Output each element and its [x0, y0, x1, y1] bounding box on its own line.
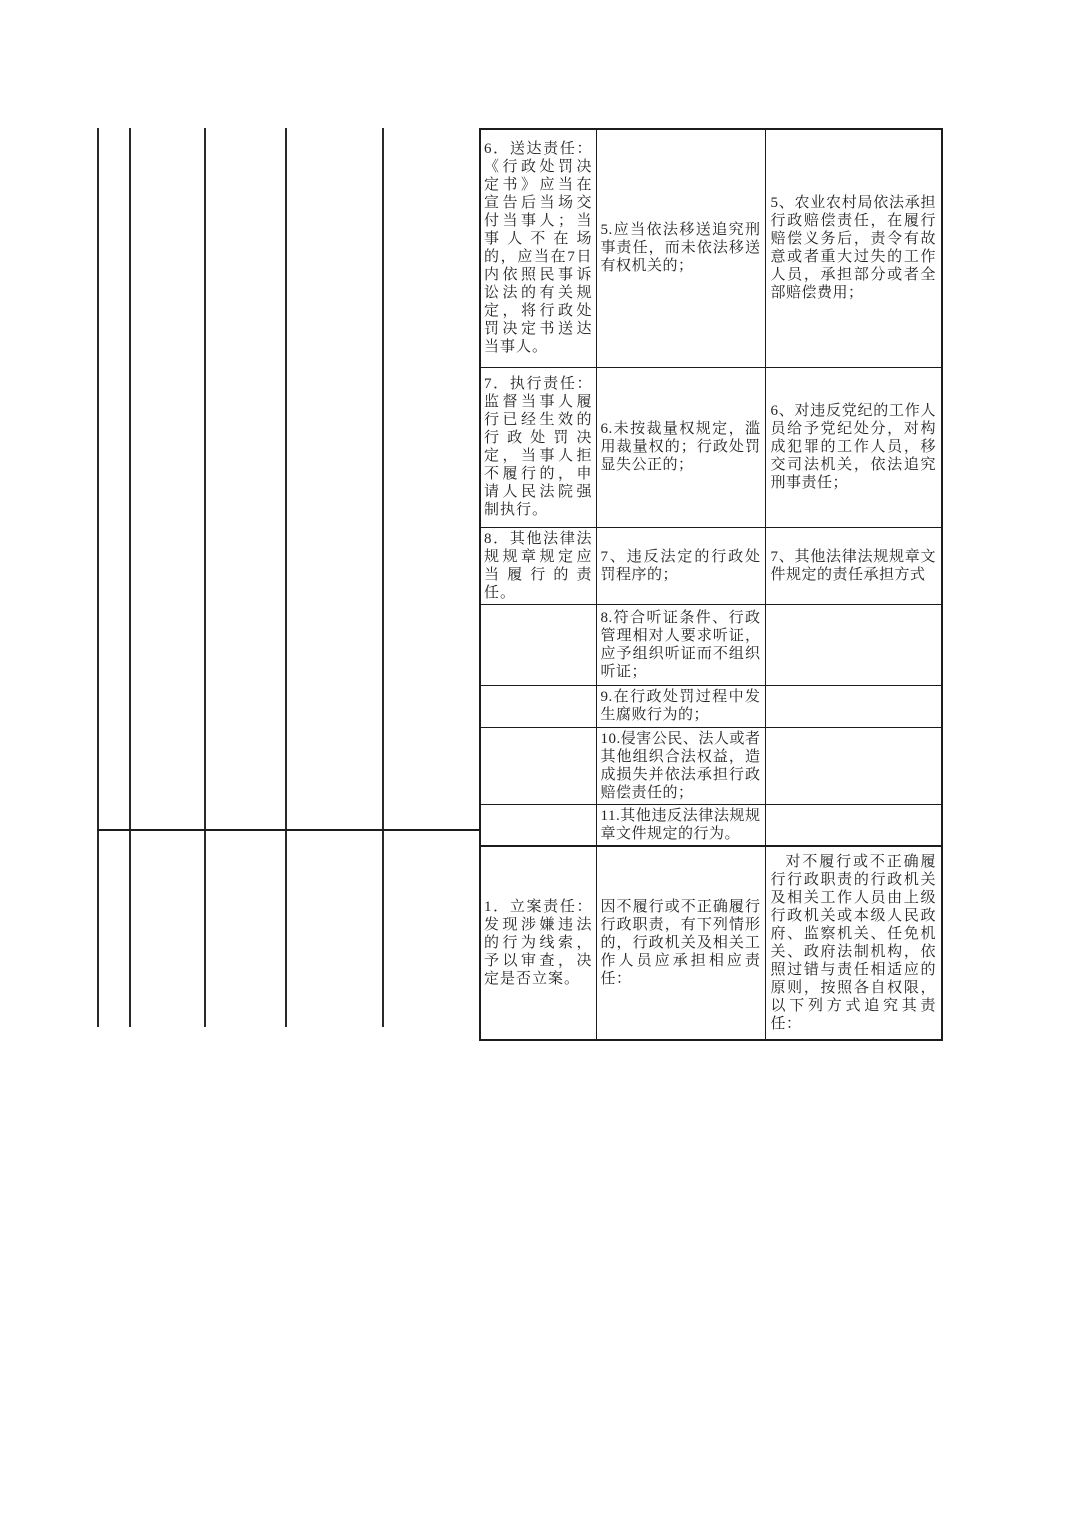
cell-situation — [596, 367, 765, 527]
cell-situation — [596, 846, 765, 1040]
duty-text: 7．执行责任：监督当事人履行已经生效的行政处罚决定，当事人拒不履行的，申请人民法院强制执行。 — [484, 376, 593, 518]
cell-duty — [480, 367, 596, 527]
cell-situation — [596, 604, 765, 685]
table-column-border — [97, 128, 99, 1027]
cell-method — [765, 685, 942, 727]
cell-method — [765, 846, 942, 1040]
method-text — [766, 643, 942, 647]
duty-text — [481, 704, 596, 708]
situation-text: 7、违反法定的行政处罚程序的； — [600, 548, 761, 583]
cell-situation — [596, 527, 765, 604]
cell-situation — [596, 804, 765, 846]
table-row — [480, 846, 942, 1040]
method-text — [766, 764, 942, 768]
cell-method — [765, 129, 942, 367]
cell-method — [765, 367, 942, 527]
cell-situation — [596, 685, 765, 727]
table-row — [480, 604, 942, 685]
table-row — [480, 527, 942, 604]
situation-text: 9.在行政处罚过程中发生腐败行为的； — [600, 689, 761, 723]
table-column-border — [204, 128, 206, 1027]
method-text: 6、对违反党纪的工作人员给予党纪处分，对构成犯罪的工作人员，移交司法机关，依法追究刑事责任； — [770, 403, 936, 491]
duty-text — [481, 823, 596, 827]
cell-duty — [480, 846, 596, 1040]
table-section-divider — [97, 829, 481, 831]
method-text — [766, 823, 942, 827]
cell-method — [765, 804, 942, 846]
situation-text: 10.侵害公民、法人或者其他组织合法权益，造成损失并依法承担行政赔偿责任的； — [600, 730, 761, 801]
method-text: 对不履行或不正确履行行政职责的行政机关及相关工作人员由上级行政机关或本级人民政府、监察机关、任免机关、政府法制机构，依照过错与责任相适应的原则，按照各自权限，以下列方式追究其责任： — [770, 853, 936, 1032]
table-row — [480, 804, 942, 846]
cell-duty — [480, 129, 596, 367]
method-text — [766, 704, 942, 708]
table-column-border — [382, 128, 384, 1027]
table-row — [480, 367, 942, 527]
duty-text: 1．立案责任：发现涉嫌违法的行为线索，予以审查，决定是否立案。 — [484, 898, 593, 987]
cell-method — [765, 604, 942, 685]
duty-text — [481, 764, 596, 768]
cell-duty — [480, 727, 596, 804]
cell-method — [765, 527, 942, 604]
table-column-border — [285, 128, 287, 1027]
table-row — [480, 685, 942, 727]
table-row — [480, 727, 942, 804]
duty-text: 6．送达责任：《行政处罚决定书》应当在宣告后当场交付当事人；当事人不在场的，应当在7日内依照民事诉讼法的有关规定，将行政处罚决定书送达当事人。 — [484, 141, 593, 356]
table-row — [480, 129, 942, 367]
cell-method — [765, 727, 942, 804]
cell-duty — [480, 685, 596, 727]
method-text: 5、农业农村局依法承担行政赔偿责任，在履行赔偿义务后，责令有故意或者重大过失的工作人员，承担部分或者全部赔偿费用； — [770, 195, 936, 302]
cell-situation — [596, 129, 765, 367]
duty-text: 8．其他法律法规规章规定应当履行的责任。 — [484, 530, 593, 601]
situation-text: 5.应当依法移送追究刑事责任，而未依法移送有权机关的； — [600, 222, 761, 275]
method-text: 7、其他法律法规规章文件规定的责任承担方式 — [770, 548, 936, 583]
situation-text: 8.符合听证条件、行政管理相对人要求听证，应予组织听证而不组织听证； — [600, 609, 761, 680]
table-column-border — [129, 128, 131, 1027]
cell-duty — [480, 604, 596, 685]
situation-text: 因不履行或不正确履行行政职责，有下列情形的，行政机关及相关工作人员应承担相应责任： — [600, 898, 761, 987]
cell-duty — [480, 527, 596, 604]
situation-text: 11.其他违反法律法规规章文件规定的行为。 — [600, 807, 761, 842]
responsibility-table — [479, 128, 943, 1041]
situation-text: 6.未按裁量权规定，滥用裁量权的；行政处罚显失公正的； — [600, 421, 761, 473]
cell-situation — [596, 727, 765, 804]
cell-duty — [480, 804, 596, 846]
duty-text — [481, 643, 596, 647]
